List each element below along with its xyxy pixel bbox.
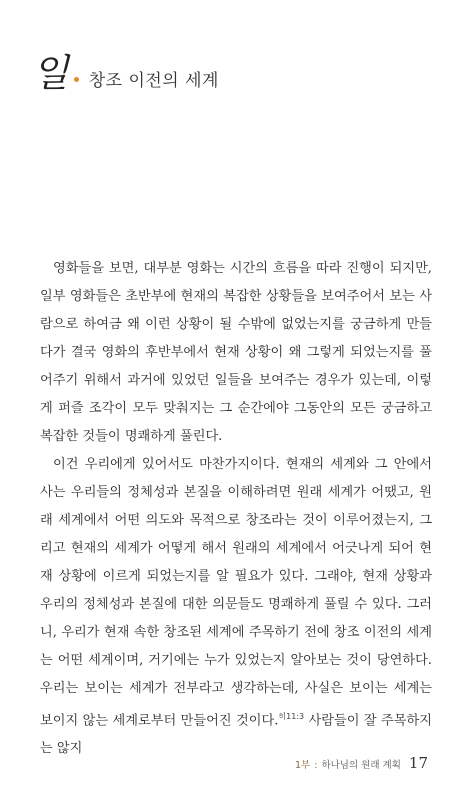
paragraph-2 [40, 451, 432, 763]
page-footer [295, 754, 428, 772]
chapter-title: 창조 이전의 세계 [88, 71, 219, 91]
chapter-dot-ornament [74, 77, 79, 82]
footer-book-title: 하나님의 원래 계획 [321, 760, 401, 771]
paragraph-2-main: 이건 우리에게 있어서도 마찬가지이다. 현재의 세계와 그 안에서 사는 우리들의 정체성과 본질을 이해하려면 원래 세계가 어땠고, 원래 세계에서 어떤 의도와 목적으로 창조라는 것이 이루어졌는지, 그리고 현재의 세계가 어떻게 해서 원래의 세계에서 어긋나게 되어 현재 상황에 이르게 되었는지를 알 필요가 있다. 그래야, 현재 상황과 우리의 정체성과 본질에 대한 의문들도 명쾌하게 풀릴 수 있다. 그러니, 우리가 현재 속한 창조된 세계에 주목하기 전에 창조 이전의 세계는 어떤 세계이며, 거기에는 누가 있었는지 알아보는 것이 당연하다. 우리는 보이는 세계가 전부라고 생각하는데, 사실은 보이는 세계는 보이지 않는 세계로부터 만들어진 것이다. [40, 457, 432, 729]
paragraph-1: 영화들을 보면, 대부분 영화는 시간의 흐름을 따라 진행이 되지만, 일부 영화들은 초반부에 현재의 복잡한 상황들을 보여주어서 보는 사람으로 하여금 왜 이런 상황이 될 수밖에 없었는지를 궁금하게 만들다가 결국 영화의 후반부에서 현재 상황이 왜 그렇게 되었는지를 풀어주기 위해서 과거에 있었던 일들을 보여주는 경우가 있는데, 이렇게 퍼즐 조각이 모두 맞춰지는 그 순간에야 그동안의 모든 궁금하고 복잡한 것들이 명쾌하게 풀린다. [40, 261, 432, 444]
chapter-heading [32, 42, 219, 97]
footer-separator: : [314, 760, 318, 771]
page-number: 17 [408, 754, 428, 772]
body-text [40, 255, 432, 763]
scripture-reference: 히11:3 [278, 712, 305, 721]
footer-part-label: 1부 [295, 760, 311, 771]
chapter-number: 일 [32, 51, 68, 95]
paragraph-2-tail: 사람들이 잘 주목하지는 않지 [40, 713, 432, 757]
